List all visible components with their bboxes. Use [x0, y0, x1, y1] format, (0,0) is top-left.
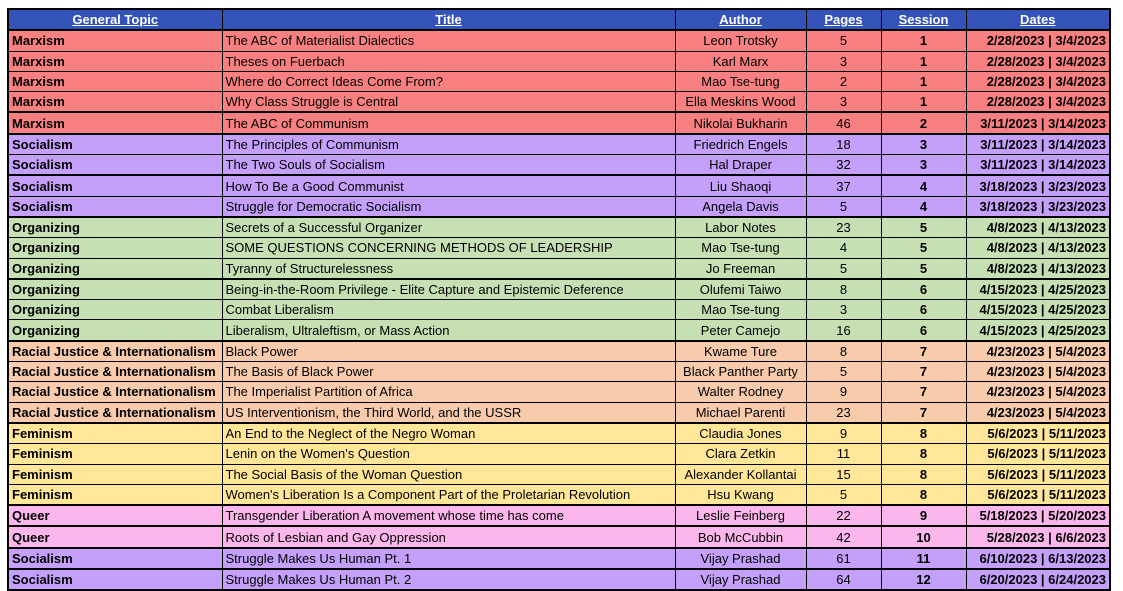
- dates-cell[interactable]: 4/23/2023 | 5/4/2023: [966, 341, 1110, 362]
- title-cell[interactable]: Transgender Liberation A movement whose time has come: [222, 505, 675, 526]
- dates-cell[interactable]: 4/8/2023 | 4/13/2023: [966, 258, 1110, 279]
- topic-cell[interactable]: Racial Justice & Internationalism: [8, 341, 222, 362]
- dates-cell[interactable]: 3/18/2023 | 3/23/2023: [966, 175, 1110, 196]
- pages-cell[interactable]: 5: [806, 362, 881, 382]
- dates-cell[interactable]: 3/11/2023 | 3/14/2023: [966, 112, 1110, 133]
- dates-cell[interactable]: 4/8/2023 | 4/13/2023: [966, 238, 1110, 258]
- author-cell[interactable]: Peter Camejo: [675, 320, 806, 341]
- session-cell[interactable]: 1: [881, 71, 966, 91]
- title-cell[interactable]: Combat Liberalism: [222, 300, 675, 320]
- title-cell[interactable]: Struggle for Democratic Socialism: [222, 196, 675, 217]
- table-row: [8, 196, 1110, 217]
- pages-cell[interactable]: 23: [806, 402, 881, 423]
- session-cell[interactable]: 8: [881, 444, 966, 464]
- author-cell[interactable]: Leslie Feinberg: [675, 505, 806, 526]
- topic-cell[interactable]: Socialism: [8, 548, 222, 569]
- table-row: [8, 238, 1110, 258]
- table-row: [8, 112, 1110, 133]
- table-row: [8, 444, 1110, 464]
- title-cell[interactable]: The Basis of Black Power: [222, 362, 675, 382]
- author-cell[interactable]: Walter Rodney: [675, 382, 806, 402]
- table-row: [8, 484, 1110, 505]
- pages-cell[interactable]: 3: [806, 92, 881, 113]
- title-cell[interactable]: How To Be a Good Communist: [222, 175, 675, 196]
- author-cell[interactable]: Kwame Ture: [675, 341, 806, 362]
- session-cell[interactable]: 5: [881, 238, 966, 258]
- author-cell[interactable]: Labor Notes: [675, 217, 806, 238]
- topic-cell[interactable]: Marxism: [8, 30, 222, 51]
- author-cell[interactable]: Bob McCubbin: [675, 526, 806, 547]
- dates-cell[interactable]: 2/28/2023 | 3/4/2023: [966, 92, 1110, 113]
- dates-cell[interactable]: 4/15/2023 | 4/25/2023: [966, 320, 1110, 341]
- author-cell[interactable]: Hal Draper: [675, 155, 806, 176]
- session-cell[interactable]: 8: [881, 484, 966, 505]
- author-cell[interactable]: Mao Tse-tung: [675, 71, 806, 91]
- session-cell[interactable]: 8: [881, 464, 966, 484]
- title-cell[interactable]: US Interventionism, the Third World, and the USSR: [222, 402, 675, 423]
- header-pages[interactable]: Pages: [806, 9, 881, 30]
- dates-cell[interactable]: 5/6/2023 | 5/11/2023: [966, 464, 1110, 484]
- session-cell[interactable]: 7: [881, 362, 966, 382]
- session-cell[interactable]: 9: [881, 505, 966, 526]
- author-cell[interactable]: Mao Tse-tung: [675, 300, 806, 320]
- session-cell[interactable]: 11: [881, 548, 966, 569]
- dates-cell[interactable]: 2/28/2023 | 3/4/2023: [966, 71, 1110, 91]
- topic-cell[interactable]: Socialism: [8, 134, 222, 155]
- header-dates[interactable]: Dates: [966, 9, 1110, 30]
- session-cell[interactable]: 10: [881, 526, 966, 547]
- table-row: [8, 505, 1110, 526]
- topic-cell[interactable]: Organizing: [8, 258, 222, 279]
- session-cell[interactable]: 2: [881, 112, 966, 133]
- table-row: [8, 134, 1110, 155]
- dates-cell[interactable]: 4/15/2023 | 4/25/2023: [966, 279, 1110, 300]
- header-row: [8, 9, 1110, 30]
- title-cell[interactable]: The ABC of Communism: [222, 112, 675, 133]
- dates-cell[interactable]: 6/20/2023 | 6/24/2023: [966, 569, 1110, 590]
- session-cell[interactable]: 6: [881, 300, 966, 320]
- pages-cell[interactable]: 22: [806, 505, 881, 526]
- title-cell[interactable]: Where do Correct Ideas Come From?: [222, 71, 675, 91]
- session-cell[interactable]: 1: [881, 51, 966, 71]
- table-row: [8, 175, 1110, 196]
- topic-cell[interactable]: Organizing: [8, 300, 222, 320]
- title-cell[interactable]: Tyranny of Structurelessness: [222, 258, 675, 279]
- author-cell[interactable]: Hsu Kwang: [675, 484, 806, 505]
- title-cell[interactable]: Black Power: [222, 341, 675, 362]
- pages-cell[interactable]: 23: [806, 217, 881, 238]
- author-cell[interactable]: Friedrich Engels: [675, 134, 806, 155]
- topic-cell[interactable]: Marxism: [8, 92, 222, 113]
- topic-cell[interactable]: Racial Justice & Internationalism: [8, 402, 222, 423]
- pages-cell[interactable]: 3: [806, 300, 881, 320]
- session-cell[interactable]: 1: [881, 92, 966, 113]
- topic-cell[interactable]: Organizing: [8, 217, 222, 238]
- author-cell[interactable]: Nikolai Bukharin: [675, 112, 806, 133]
- table-body: [8, 30, 1110, 590]
- topic-cell[interactable]: Marxism: [8, 51, 222, 71]
- session-cell[interactable]: 3: [881, 134, 966, 155]
- topic-cell[interactable]: Feminism: [8, 444, 222, 464]
- table-row: [8, 155, 1110, 176]
- dates-cell[interactable]: 2/28/2023 | 3/4/2023: [966, 30, 1110, 51]
- title-cell[interactable]: Struggle Makes Us Human Pt. 1: [222, 548, 675, 569]
- author-cell[interactable]: Claudia Jones: [675, 423, 806, 444]
- dates-cell[interactable]: 5/18/2023 | 5/20/2023: [966, 505, 1110, 526]
- author-cell[interactable]: Jo Freeman: [675, 258, 806, 279]
- session-cell[interactable]: 4: [881, 196, 966, 217]
- author-cell[interactable]: Leon Trotsky: [675, 30, 806, 51]
- dates-cell[interactable]: 3/11/2023 | 3/14/2023: [966, 134, 1110, 155]
- pages-cell[interactable]: 16: [806, 320, 881, 341]
- pages-cell[interactable]: 18: [806, 134, 881, 155]
- session-cell[interactable]: 6: [881, 320, 966, 341]
- topic-cell[interactable]: Organizing: [8, 320, 222, 341]
- reading-list-table: [7, 8, 1111, 591]
- table-row: [8, 279, 1110, 300]
- title-cell[interactable]: The Social Basis of the Woman Question: [222, 464, 675, 484]
- table-row: [8, 362, 1110, 382]
- author-cell[interactable]: Vijay Prashad: [675, 569, 806, 590]
- author-cell[interactable]: Liu Shaoqi: [675, 175, 806, 196]
- pages-cell[interactable]: 3: [806, 51, 881, 71]
- title-cell[interactable]: Women's Liberation Is a Component Part of the Proletarian Revolution: [222, 484, 675, 505]
- title-cell[interactable]: Theses on Fuerbach: [222, 51, 675, 71]
- pages-cell[interactable]: 61: [806, 548, 881, 569]
- title-cell[interactable]: The ABC of Materialist Dialectics: [222, 30, 675, 51]
- topic-cell[interactable]: Feminism: [8, 423, 222, 444]
- dates-cell[interactable]: 5/6/2023 | 5/11/2023: [966, 423, 1110, 444]
- dates-cell[interactable]: 4/23/2023 | 5/4/2023: [966, 382, 1110, 402]
- author-cell[interactable]: Mao Tse-tung: [675, 238, 806, 258]
- session-cell[interactable]: 1: [881, 30, 966, 51]
- pages-cell[interactable]: 9: [806, 382, 881, 402]
- table-row: [8, 382, 1110, 402]
- title-cell[interactable]: Struggle Makes Us Human Pt. 2: [222, 569, 675, 590]
- table-row: [8, 300, 1110, 320]
- table-row: [8, 423, 1110, 444]
- pages-cell[interactable]: 9: [806, 423, 881, 444]
- session-cell[interactable]: 8: [881, 423, 966, 444]
- topic-cell[interactable]: Marxism: [8, 71, 222, 91]
- pages-cell[interactable]: 8: [806, 341, 881, 362]
- title-cell[interactable]: The Two Souls of Socialism: [222, 155, 675, 176]
- pages-cell[interactable]: 15: [806, 464, 881, 484]
- pages-cell[interactable]: 32: [806, 155, 881, 176]
- author-cell[interactable]: Alexander Kollantai: [675, 464, 806, 484]
- session-cell[interactable]: 7: [881, 382, 966, 402]
- dates-cell[interactable]: 3/11/2023 | 3/14/2023: [966, 155, 1110, 176]
- author-cell[interactable]: Vijay Prashad: [675, 548, 806, 569]
- table-row: [8, 320, 1110, 341]
- table-row: [8, 51, 1110, 71]
- pages-cell[interactable]: 64: [806, 569, 881, 590]
- pages-cell[interactable]: 5: [806, 196, 881, 217]
- table-row: [8, 548, 1110, 569]
- author-cell[interactable]: Michael Parenti: [675, 402, 806, 423]
- title-cell[interactable]: The Principles of Communism: [222, 134, 675, 155]
- table-row: [8, 402, 1110, 423]
- topic-cell[interactable]: Organizing: [8, 238, 222, 258]
- dates-cell[interactable]: 2/28/2023 | 3/4/2023: [966, 51, 1110, 71]
- session-cell[interactable]: 3: [881, 155, 966, 176]
- topic-cell[interactable]: Organizing: [8, 279, 222, 300]
- pages-cell[interactable]: 11: [806, 444, 881, 464]
- pages-cell[interactable]: 5: [806, 484, 881, 505]
- topic-cell[interactable]: Queer: [8, 505, 222, 526]
- author-cell[interactable]: Karl Marx: [675, 51, 806, 71]
- table-row: [8, 217, 1110, 238]
- pages-cell[interactable]: 42: [806, 526, 881, 547]
- topic-cell[interactable]: Queer: [8, 526, 222, 547]
- topic-cell[interactable]: Socialism: [8, 175, 222, 196]
- title-cell[interactable]: Lenin on the Women's Question: [222, 444, 675, 464]
- session-cell[interactable]: 7: [881, 341, 966, 362]
- dates-cell[interactable]: 4/23/2023 | 5/4/2023: [966, 402, 1110, 423]
- topic-cell[interactable]: Marxism: [8, 112, 222, 133]
- header-session[interactable]: Session: [881, 9, 966, 30]
- topic-cell[interactable]: Socialism: [8, 569, 222, 590]
- table-row: [8, 569, 1110, 590]
- title-cell[interactable]: Being-in-the-Room Privilege - Elite Capture and Epistemic Deference: [222, 279, 675, 300]
- topic-cell[interactable]: Racial Justice & Internationalism: [8, 362, 222, 382]
- title-cell[interactable]: The Imperialist Partition of Africa: [222, 382, 675, 402]
- header-title[interactable]: Title: [222, 9, 675, 30]
- header-general-topic[interactable]: General Topic: [8, 9, 222, 30]
- dates-cell[interactable]: 5/6/2023 | 5/11/2023: [966, 484, 1110, 505]
- author-cell[interactable]: Olufemi Taiwo: [675, 279, 806, 300]
- session-cell[interactable]: 5: [881, 217, 966, 238]
- session-cell[interactable]: 7: [881, 402, 966, 423]
- pages-cell[interactable]: 2: [806, 71, 881, 91]
- pages-cell[interactable]: 5: [806, 30, 881, 51]
- dates-cell[interactable]: 6/10/2023 | 6/13/2023: [966, 548, 1110, 569]
- dates-cell[interactable]: 3/18/2023 | 3/23/2023: [966, 196, 1110, 217]
- pages-cell[interactable]: 37: [806, 175, 881, 196]
- author-cell[interactable]: Ella Meskins Wood: [675, 92, 806, 113]
- table-row: [8, 526, 1110, 547]
- title-cell[interactable]: Roots of Lesbian and Gay Oppression: [222, 526, 675, 547]
- topic-cell[interactable]: Socialism: [8, 196, 222, 217]
- table-row: [8, 71, 1110, 91]
- session-cell[interactable]: 5: [881, 258, 966, 279]
- title-cell[interactable]: An End to the Neglect of the Negro Woman: [222, 423, 675, 444]
- table-row: [8, 464, 1110, 484]
- title-cell[interactable]: Liberalism, Ultraleftism, or Mass Action: [222, 320, 675, 341]
- topic-cell[interactable]: Feminism: [8, 464, 222, 484]
- table-row: [8, 341, 1110, 362]
- dates-cell[interactable]: 4/23/2023 | 5/4/2023: [966, 362, 1110, 382]
- table-row: [8, 92, 1110, 113]
- session-cell[interactable]: 12: [881, 569, 966, 590]
- pages-cell[interactable]: 46: [806, 112, 881, 133]
- table-row: [8, 30, 1110, 51]
- title-cell[interactable]: Secrets of a Successful Organizer: [222, 217, 675, 238]
- header-author[interactable]: Author: [675, 9, 806, 30]
- session-cell[interactable]: 6: [881, 279, 966, 300]
- table-row: [8, 258, 1110, 279]
- pages-cell[interactable]: 8: [806, 279, 881, 300]
- author-cell[interactable]: Clara Zetkin: [675, 444, 806, 464]
- dates-cell[interactable]: 5/28/2023 | 6/6/2023: [966, 526, 1110, 547]
- dates-cell[interactable]: 4/8/2023 | 4/13/2023: [966, 217, 1110, 238]
- author-cell[interactable]: Black Panther Party: [675, 362, 806, 382]
- title-cell[interactable]: SOME QUESTIONS CONCERNING METHODS OF LEADERSHIP: [222, 238, 675, 258]
- pages-cell[interactable]: 5: [806, 258, 881, 279]
- pages-cell[interactable]: 4: [806, 238, 881, 258]
- topic-cell[interactable]: Socialism: [8, 155, 222, 176]
- topic-cell[interactable]: Feminism: [8, 484, 222, 505]
- title-cell[interactable]: Why Class Struggle is Central: [222, 92, 675, 113]
- dates-cell[interactable]: 5/6/2023 | 5/11/2023: [966, 444, 1110, 464]
- dates-cell[interactable]: 4/15/2023 | 4/25/2023: [966, 300, 1110, 320]
- topic-cell[interactable]: Racial Justice & Internationalism: [8, 382, 222, 402]
- author-cell[interactable]: Angela Davis: [675, 196, 806, 217]
- session-cell[interactable]: 4: [881, 175, 966, 196]
